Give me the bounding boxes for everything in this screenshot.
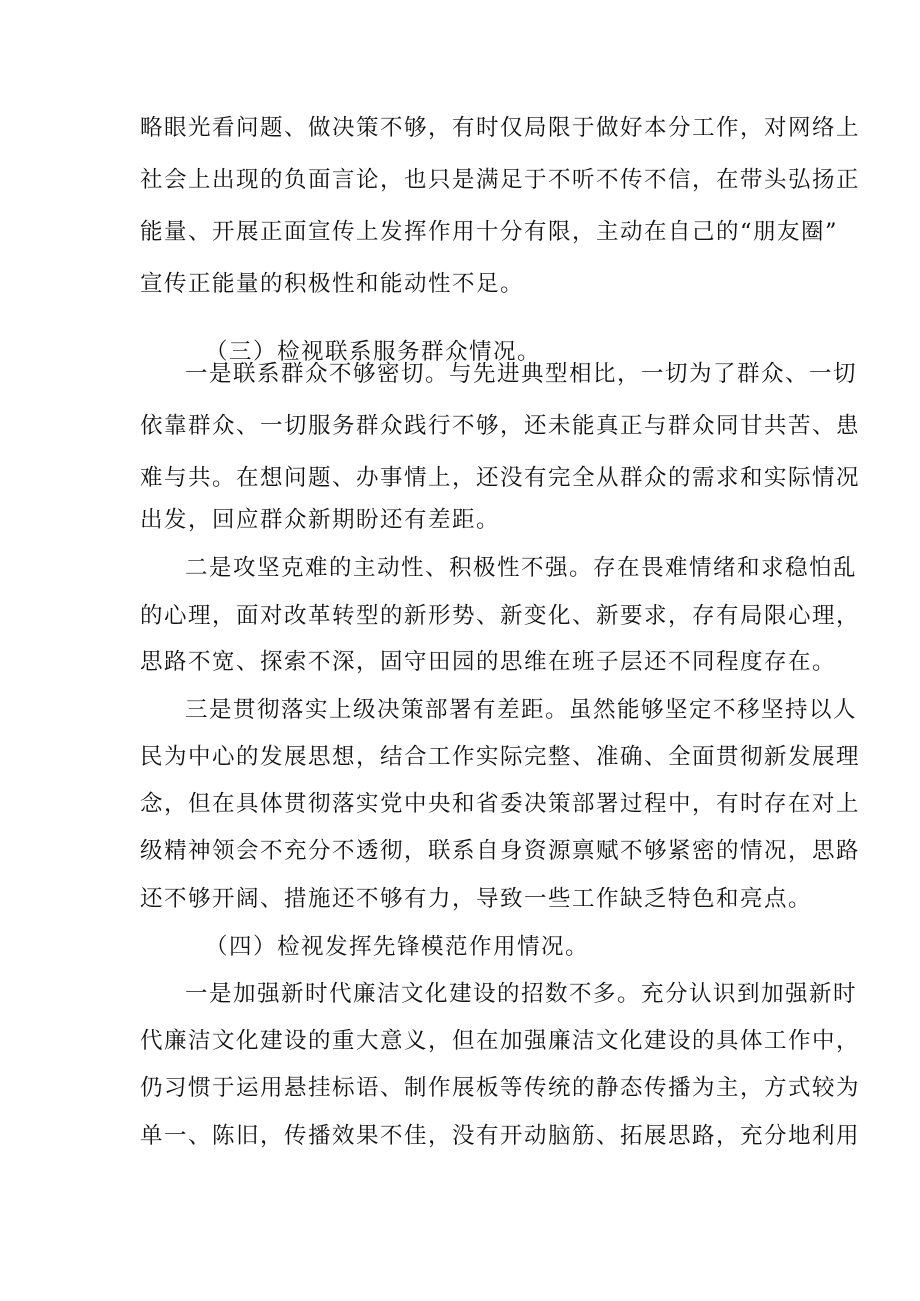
text-line: 代廉洁文化建设的重大意义，但在加强廉洁文化建设的具体工作中， <box>140 1028 861 1054</box>
text-line: 单一、陈旧，传播效果不佳，没有开动脑筋、拓展思路，充分地利用 <box>140 1123 861 1149</box>
paragraph-first-line: 三是贯彻落实上级决策部署有差距。虽然能够坚定不移坚持以人 <box>185 697 858 723</box>
text-line: 出发，回应群众新期盼还有差距。 <box>140 507 501 533</box>
paragraph-first-line: 一是加强新时代廉洁文化建设的招数不多。充分认识到加强新时 <box>185 981 858 1007</box>
text-line: 能量、开展正面宣传上发挥作用十分有限，主动在自己的“朋友圈” <box>140 219 839 245</box>
paragraph-first-line: 二是攻坚克难的主动性、积极性不强。存在畏难情绪和求稳怕乱 <box>185 555 858 581</box>
text-line: 思路不宽、探索不深，固守田园的思维在班子层还不同程度存在。 <box>140 649 837 675</box>
text-line: 民为中心的发展思想，结合工作实际完整、准确、全面贯彻新发展理 <box>140 744 861 770</box>
text-line: 的心理，面对改革转型的新形势、新变化、新要求，存有局限心理， <box>140 603 861 629</box>
text-line: 略眼光看问题、做决策不够，有时仅局限于做好本分工作，对网络上 <box>140 115 861 141</box>
text-line: 还不够开阔、措施还不够有力，导致一些工作缺乏特色和亮点。 <box>140 886 813 912</box>
text-line: 仍习惯于运用悬挂标语、制作展板等传统的静态传播为主，方式较为 <box>140 1075 861 1101</box>
text-line: 级精神领会不充分不透彻，联系自身资源禀赋不够紧密的情况，思路 <box>140 838 861 864</box>
text-line: 念，但在具体贯彻落实党中央和省委决策部署过程中，有时存在对上 <box>140 791 861 817</box>
text-line: 宣传正能量的积极性和能动性不足。 <box>140 271 525 297</box>
section-heading: （三）检视联系服务群众情况。 <box>205 339 542 365</box>
text-line: 社会上出现的负面言论，也只是满足于不听不传不信，在带头弘扬正 <box>140 167 861 193</box>
text-line: 难与共。在想问题、办事情上，还没有完全从群众的需求和实际情况 <box>140 465 861 491</box>
text-line: 依靠群众、一切服务群众践行不够，还未能真正与群众同甘共苦、患 <box>140 413 861 439</box>
section-heading: （四）检视发挥先锋模范作用情况。 <box>205 934 590 960</box>
paragraph-first-line: 一是联系群众不够密切。与先进典型相比，一切为了群众、一切 <box>185 361 858 387</box>
